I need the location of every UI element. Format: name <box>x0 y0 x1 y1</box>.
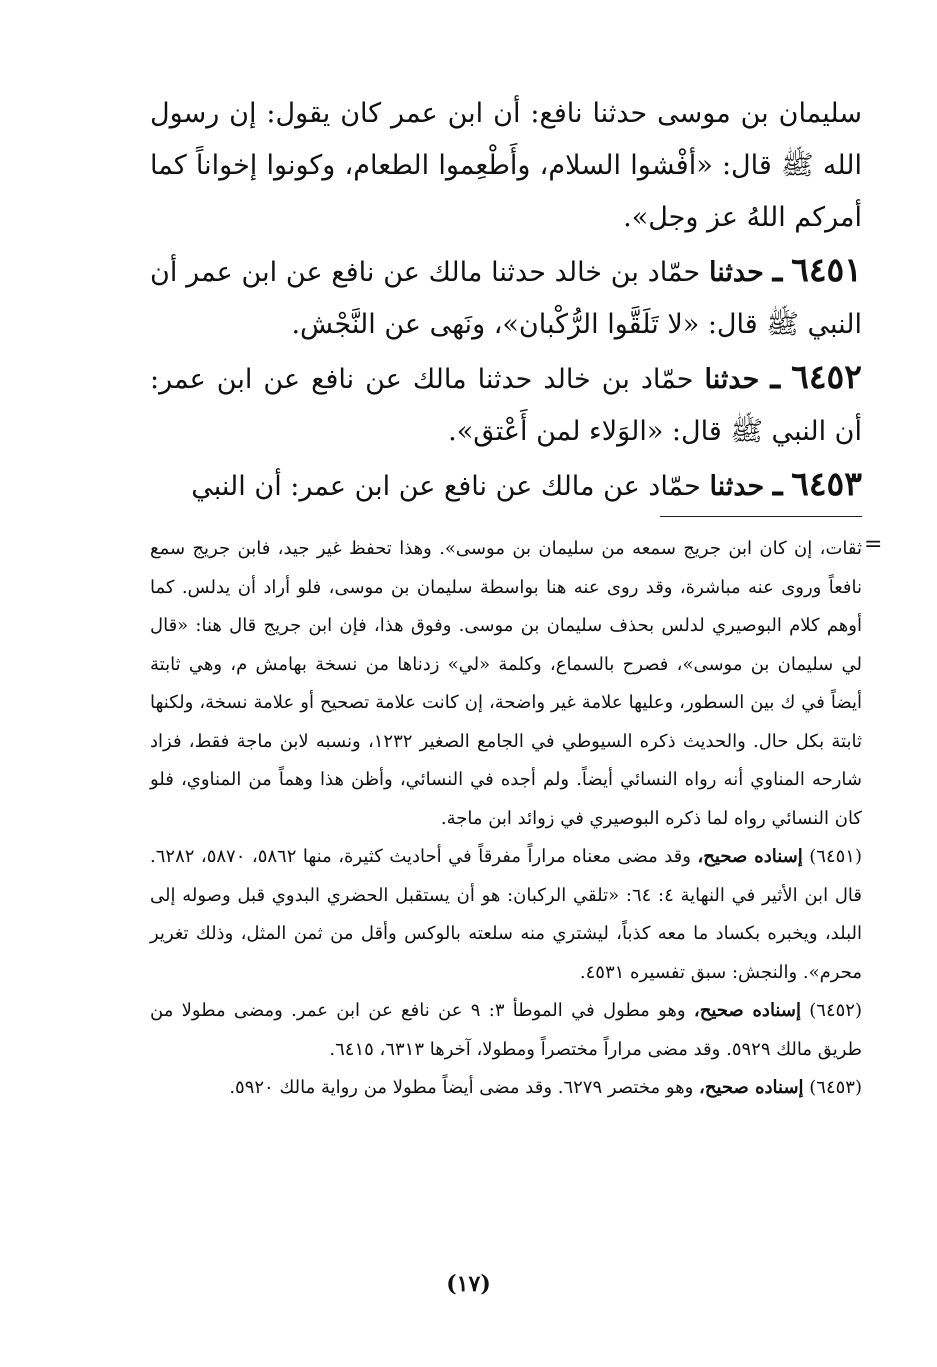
hadith-body: حمّاد بن خالد حدثنا مالك عن نافع عن ابن عمر أن النبي ﷺ قال: «لا تَلَقَّوا الرُّكْبان»، ونَهى عن النَّجْش. <box>150 257 862 340</box>
hadith-dash: ـ <box>770 357 781 396</box>
hadith-number: ٦٤٥٢ <box>791 357 862 396</box>
hadith-number: ٦٤٥٣ <box>791 464 862 503</box>
footnote-continued: ثقات، إن كان ابن جريج سمعه من سليمان بن موسى». وهذا تحفظ غير جيد، فابن جريج سمع نافعاً وروى عنه مباشرة، وقد روى عنه هنا بواسطة سليمان بن موسى، فلو أراد أن يدلس. كما أوهم كلام البوصيري لدلس بحذف سليمان بن موسى. وفوق هذا، فإن ابن جريج قال هنا: «قال لي سليمان بن موسى»، فصرح بالسماع، وكلمة «لي» زدناها من نسخة بهامش م، وهي ثابتة أيضاً في ك بين السطور، وعليها علامة غير واضحة، إن كانت علامة تصحيح أو علامة نسخة، ولكنها ثابتة بكل حال. والحديث ذكره السيوطي في الجامع الصغير ١٢٣٢، ونسبه لابن ماجة فقط، فزاد شارحه المناوي أنه رواه النسائي أيضاً. ولم أجده في النسائي، وأظن هذا وهماً من المناوي، فلو كان النسائي رواه لما ذكره البوصيري في زوائد ابن ماجة. <box>150 538 862 829</box>
hadith-body: حمّاد بن خالد حدثنا مالك عن نافع عن ابن عمر: أن النبي ﷺ قال: «الوَلاء لمن أَعْتق». <box>150 364 862 447</box>
intro-paragraph: سليمان بن موسى حدثنا نافع: أن ابن عمر كان يقول: إن رسول الله ﷺ قال: «أفْشوا السلام، وأَطْعِموا الطعام، وكونوا إخواناً كما أمركم اللهُ عز وجل». <box>150 98 862 233</box>
footnote-verdict: إسناده صحيح، <box>693 1000 801 1021</box>
main-text <box>150 88 862 513</box>
footnote-verdict: إسناده صحيح، <box>699 1077 804 1098</box>
page-number: (١٧) <box>446 1271 491 1297</box>
hadith-head: حدثنا <box>704 364 760 395</box>
hadith-paragraph <box>150 458 862 513</box>
footnote-continuation-mark: = <box>864 532 883 557</box>
hadith-paragraph <box>150 351 862 458</box>
hadith-head: حدثنا <box>709 257 764 288</box>
footnote-text: وهو مختصر ٦٢٧٩. وقد مضى أيضاً مطولا من رواية مالك ٥٩٢٠. <box>229 1077 694 1098</box>
hadith-dash: ـ <box>772 464 783 503</box>
hadith-number: ٦٤٥١ <box>791 250 862 289</box>
footnote-verdict: إسناده صحيح، <box>697 846 803 867</box>
footnote-ref: (٦٤٥٢) <box>809 1000 862 1021</box>
hadith-body: حمّاد عن مالك عن نافع عن ابن عمر: أن النبي <box>191 471 701 502</box>
footnote-ref: (٦٤٥١) <box>809 846 862 867</box>
footnote-text: وهو مطول في الموطأ ٣: ٩ عن نافع عن ابن عمر. ومضى مطولا من طريق مالك ٥٩٢٩. وقد مضى مراراً مختصراً ومطولا، آخرها ٦٣١٣، ٦٤١٥. <box>150 1000 862 1060</box>
footnote <box>150 838 862 992</box>
footnotes-section <box>150 530 862 1108</box>
hadith-head: حدثنا <box>709 471 765 502</box>
hadith-paragraph <box>150 244 862 351</box>
footnote-text: وقد مضى معناه مراراً مفرقاً في أحاديث كثيرة، منها ٥٨٦٢، ٥٨٧٠، ٦٢٨٢. قال ابن الأثير في النهاية ٤: ٦٤: «تلقي الركبان: هو أن يستقبل الحضري البدوي قبل وصوله إلى البلد، ويخبره بكساد ما معه كذباً، ليشتري منه سلعته بالوكس وأقل من ثمن المثل، وذلك تغرير محرم». والنجش: سبق تفسيره ٤٥٣١. <box>150 846 862 983</box>
hadith-dash: ـ <box>772 250 783 289</box>
footnote-divider <box>660 516 862 517</box>
footnote <box>150 992 862 1069</box>
footnote-ref: (٦٤٥٣) <box>809 1077 862 1098</box>
footnote <box>150 1069 862 1108</box>
